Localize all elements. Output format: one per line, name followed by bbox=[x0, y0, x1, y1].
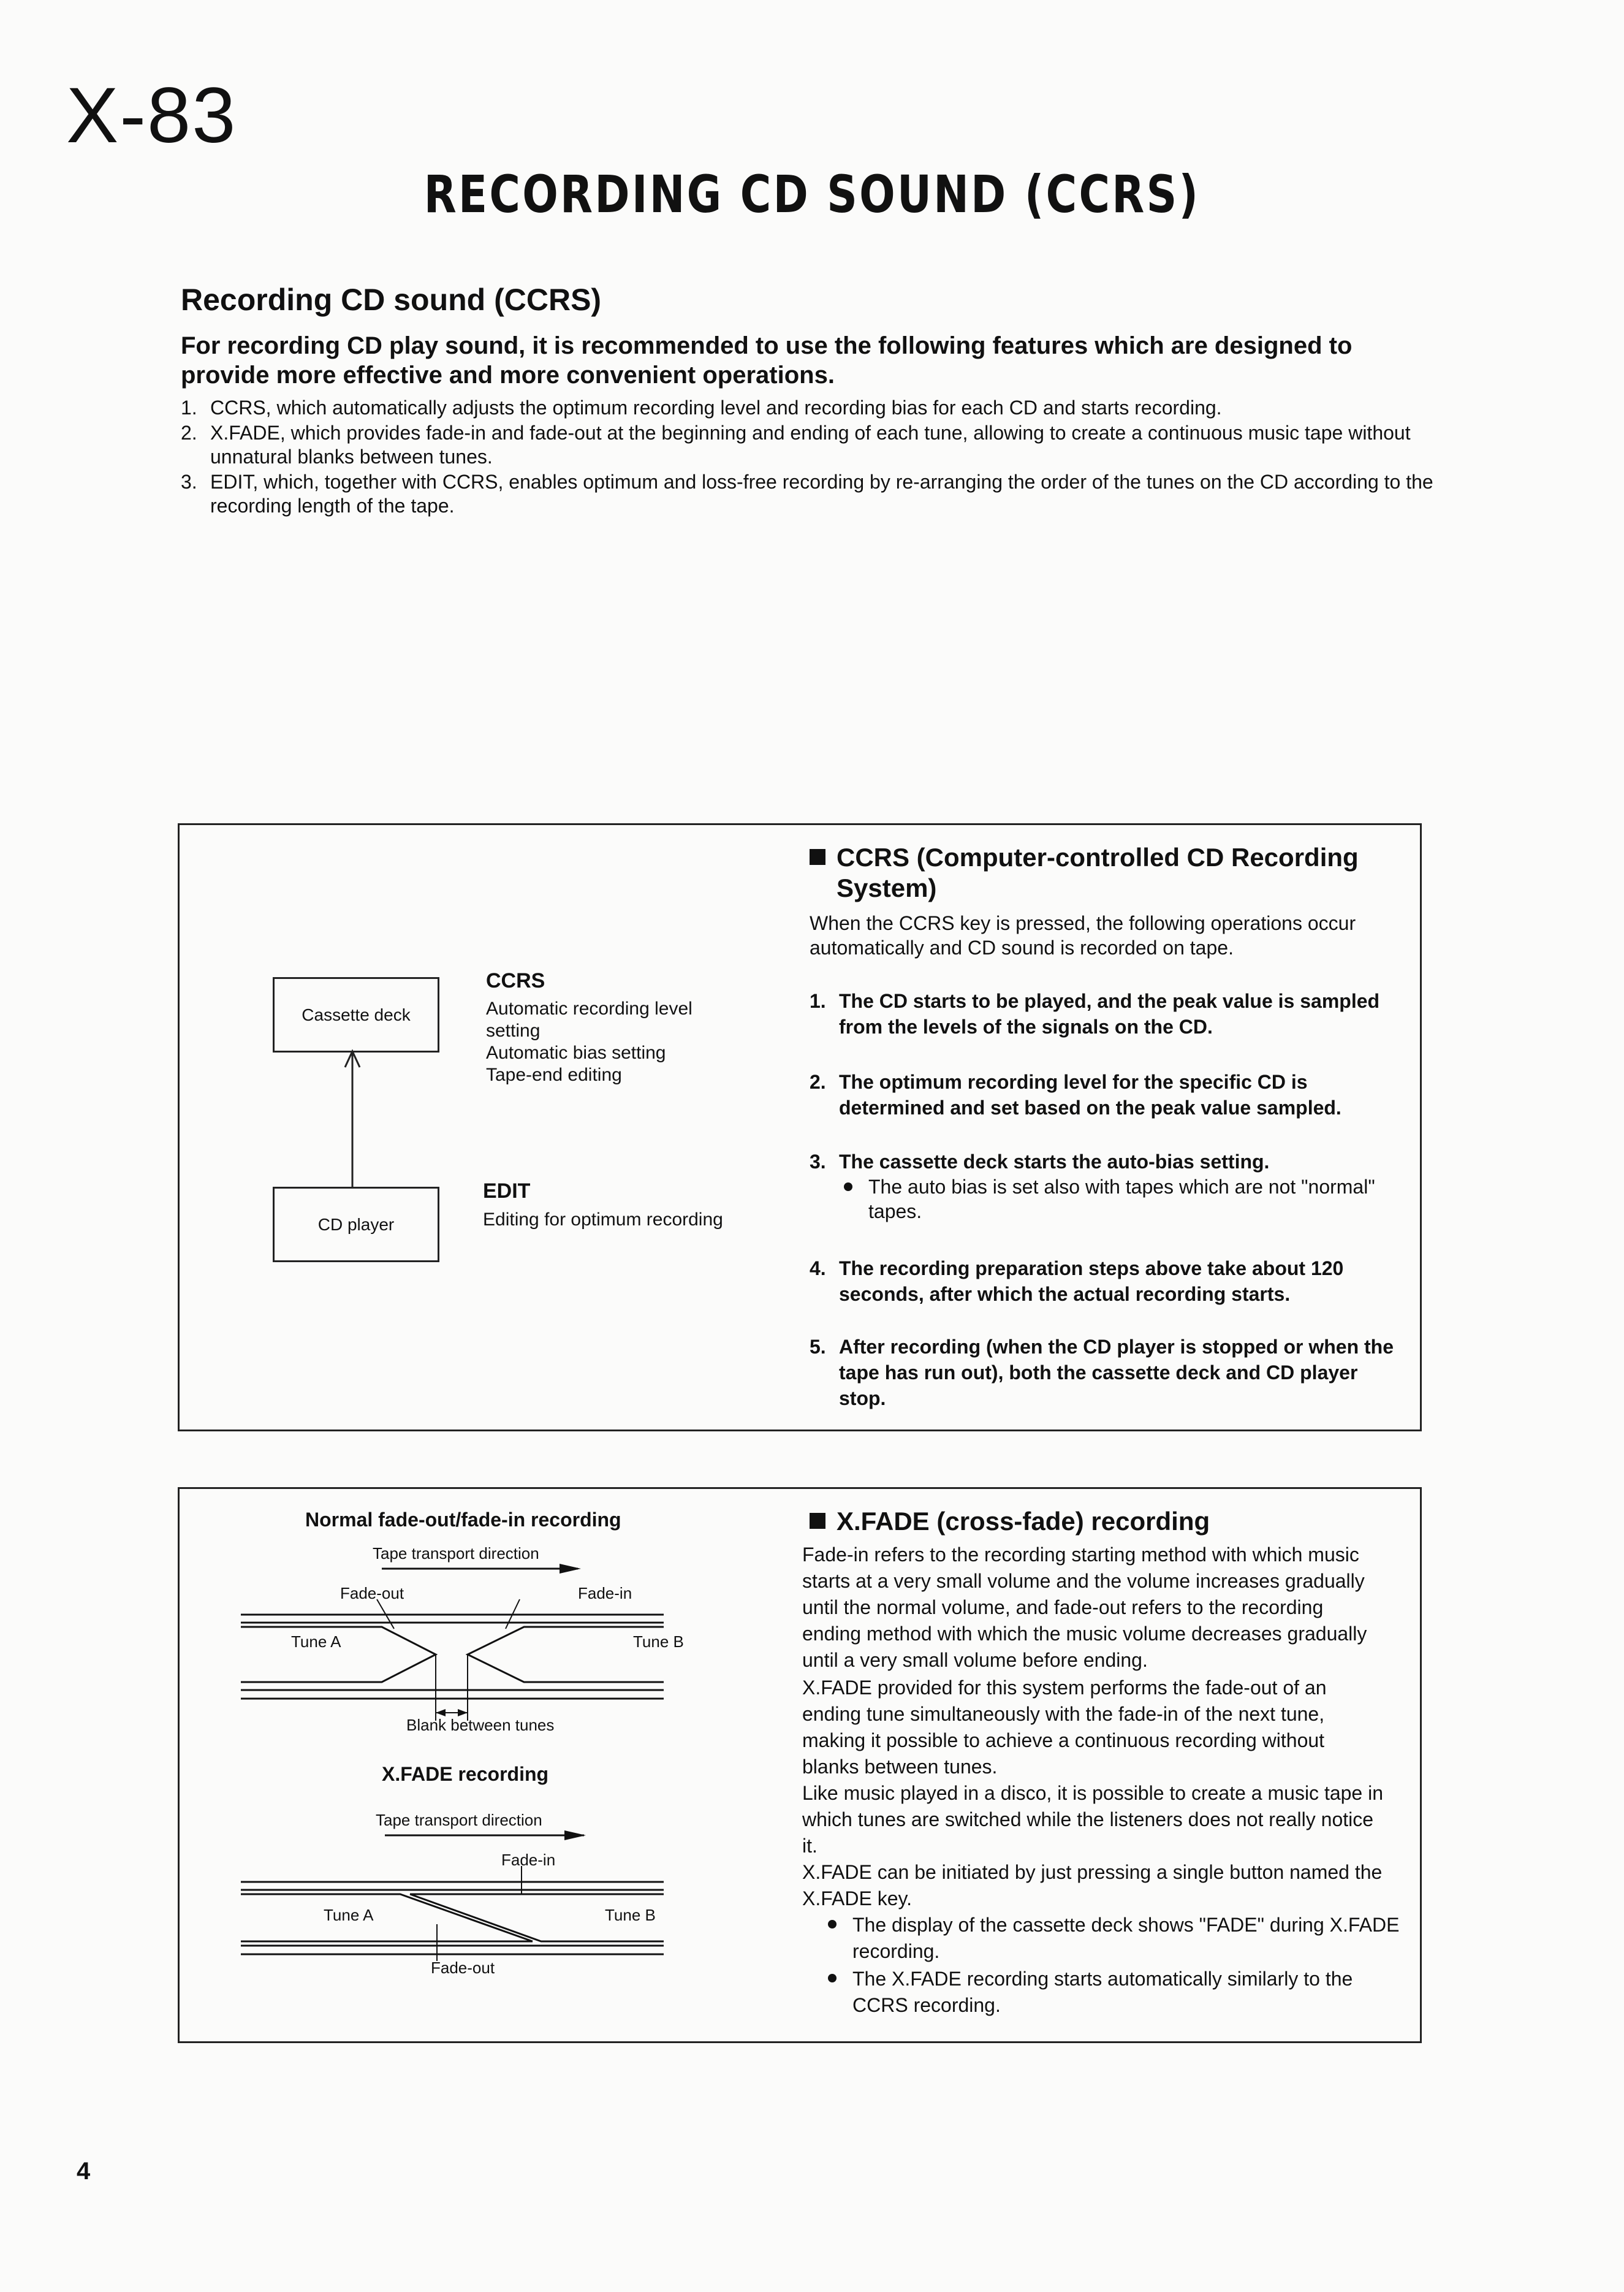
section-heading: Recording CD sound (CCRS) bbox=[181, 283, 602, 317]
item-number: 1. bbox=[181, 397, 197, 419]
normal-fade-title: Normal fade-out/fade-in recording bbox=[305, 1509, 621, 1531]
step-number: 3. bbox=[810, 1151, 826, 1173]
ccrs-step-2 bbox=[810, 1069, 1398, 1121]
xfade-tune-a-label: Tune A bbox=[324, 1906, 374, 1924]
xfade-tune-b-label: Tune B bbox=[605, 1906, 656, 1924]
edit-label: EDIT bbox=[483, 1179, 531, 1203]
note-text: The auto bias is set also with tapes which are not "normal" tapes. bbox=[868, 1176, 1375, 1222]
bullet-icon bbox=[844, 1182, 852, 1191]
square-bullet-icon bbox=[810, 849, 825, 865]
page-title: RECORDING CD SOUND (CCRS) bbox=[423, 164, 1201, 224]
step-text: The optimum recording level for the specific CD is determined and set based on the peak value sampled. bbox=[839, 1071, 1341, 1119]
cassette-deck-box bbox=[273, 977, 439, 1053]
step-text: The CD starts to be played, and the peak value is sampled from the levels of the signals on the CD. bbox=[839, 990, 1380, 1038]
item-text: CCRS, which automatically adjusts the optimum recording level and recording bias for each CD and starts recording. bbox=[210, 397, 1222, 419]
step-number: 5. bbox=[810, 1336, 826, 1358]
step-text: The recording preparation steps above take about 120 seconds, after which the actual recording starts. bbox=[839, 1257, 1344, 1305]
edit-function: Editing for optimum recording bbox=[483, 1209, 723, 1230]
xfade-paragraph-1: Fade-in refers to the recording starting method with which music starts at a very small volume and the volume increases gradually until the normal volume, and fade-out refers to the recording ending method with which the music volume decreases gradually until a very small volume before ending. bbox=[802, 1544, 1367, 1671]
ccrs-step-1 bbox=[810, 988, 1398, 1040]
ccrs-function-1: Automatic recording level bbox=[486, 999, 692, 1019]
xfade-paragraph-3: Like music played in a disco, it is possible to create a music tape in which tunes are switched while the listeners does not really notice it. bbox=[802, 1782, 1384, 1857]
xfade-fade-out-label: Fade-out bbox=[431, 1959, 495, 1977]
step-number: 1. bbox=[810, 990, 826, 1012]
xfade-paragraph-2: X.FADE provided for this system performs the fade-out of an ending tune simultaneously with the fade-in of the next tune, making it possible to achieve a continuous recording without blanks between tunes. bbox=[802, 1677, 1327, 1778]
ccrs-function-1b: setting bbox=[486, 1021, 541, 1041]
list-item bbox=[181, 421, 1437, 469]
ccrs-intro: When the CCRS key is pressed, the following operations occur automatically and CD sound is recorded on tape. bbox=[810, 912, 1356, 959]
item-number: 2. bbox=[181, 422, 197, 444]
xfade-paragraph-4: X.FADE can be initiated by just pressing a single button named the X.FADE key. bbox=[802, 1861, 1383, 1909]
xfade-title-text: X.FADE (cross-fade) recording bbox=[837, 1507, 1210, 1536]
xfade-note-1 bbox=[823, 1912, 1404, 1965]
xfade-section-title bbox=[810, 1506, 1210, 1537]
xfade-diagram bbox=[241, 1829, 670, 1964]
blank-label: Blank between tunes bbox=[406, 1716, 555, 1734]
ccrs-title-line2: System) bbox=[837, 874, 937, 902]
step-number: 2. bbox=[810, 1071, 826, 1093]
ccrs-section-title bbox=[810, 842, 1398, 873]
fade-in-label: Fade-in bbox=[578, 1584, 632, 1602]
ccrs-step-3 bbox=[810, 1149, 1398, 1175]
tune-b-label: Tune B bbox=[633, 1632, 684, 1651]
model-number: X-83 bbox=[66, 72, 237, 159]
bullet-icon bbox=[828, 1920, 837, 1928]
xfade-panel bbox=[178, 1487, 1422, 2043]
ccrs-step-5 bbox=[810, 1334, 1398, 1411]
signal-arrow-icon bbox=[340, 1049, 365, 1189]
normal-fade-diagram bbox=[241, 1563, 670, 1746]
cassette-deck-label: Cassette deck bbox=[302, 1005, 411, 1024]
tape-direction-label: Tape transport direction bbox=[373, 1544, 539, 1563]
ccrs-function-2: Automatic bias setting bbox=[486, 1043, 666, 1063]
step-number: 4. bbox=[810, 1257, 826, 1279]
xfade-note-2 bbox=[823, 1966, 1404, 2019]
list-item bbox=[181, 396, 1437, 420]
intro-lead: For recording CD play sound, it is recommended to use the following features which are designed to provide more effective and more convenient operations. bbox=[181, 332, 1353, 389]
item-number: 3. bbox=[181, 471, 197, 493]
square-bullet-icon bbox=[810, 1513, 825, 1529]
tune-a-label: Tune A bbox=[291, 1632, 341, 1651]
feature-list bbox=[181, 396, 1437, 519]
ccrs-step-4 bbox=[810, 1255, 1398, 1307]
note-text: The X.FADE recording starts automatically similarly to the CCRS recording. bbox=[852, 1968, 1353, 2016]
ccrs-title-line1: CCRS (Computer-controlled CD Recording bbox=[837, 843, 1359, 872]
xfade-fade-in-label: Fade-in bbox=[501, 1851, 556, 1869]
ccrs-panel bbox=[178, 823, 1422, 1431]
bullet-icon bbox=[828, 1974, 837, 1982]
xfade-tape-direction-label: Tape transport direction bbox=[376, 1811, 542, 1829]
item-text: EDIT, which, together with CCRS, enables optimum and loss-free recording by re-arranging the order of the tunes on the CD according to the recording length of the tape. bbox=[210, 471, 1433, 517]
ccrs-function-3: Tape-end editing bbox=[486, 1065, 622, 1085]
cd-player-box bbox=[273, 1187, 439, 1262]
page-number: 4 bbox=[77, 2158, 91, 2185]
note-text: The display of the cassette deck shows "FADE" during X.FADE recording. bbox=[852, 1914, 1400, 1962]
ccrs-label: CCRS bbox=[486, 969, 545, 992]
ccrs-step-3-note bbox=[839, 1175, 1399, 1224]
xfade-diagram-title: X.FADE recording bbox=[382, 1763, 549, 1785]
cd-player-label: CD player bbox=[317, 1214, 395, 1234]
step-text: The cassette deck starts the auto-bias setting. bbox=[839, 1151, 1270, 1173]
fade-out-label: Fade-out bbox=[340, 1584, 404, 1602]
item-text: X.FADE, which provides fade-in and fade-out at the beginning and ending of each tune, allowing to create a continuous music tape without unnatural blanks between tunes. bbox=[210, 422, 1411, 468]
list-item bbox=[181, 470, 1437, 518]
step-text: After recording (when the CD player is stopped or when the tape has run out), both the cassette deck and CD player stop. bbox=[839, 1336, 1394, 1409]
